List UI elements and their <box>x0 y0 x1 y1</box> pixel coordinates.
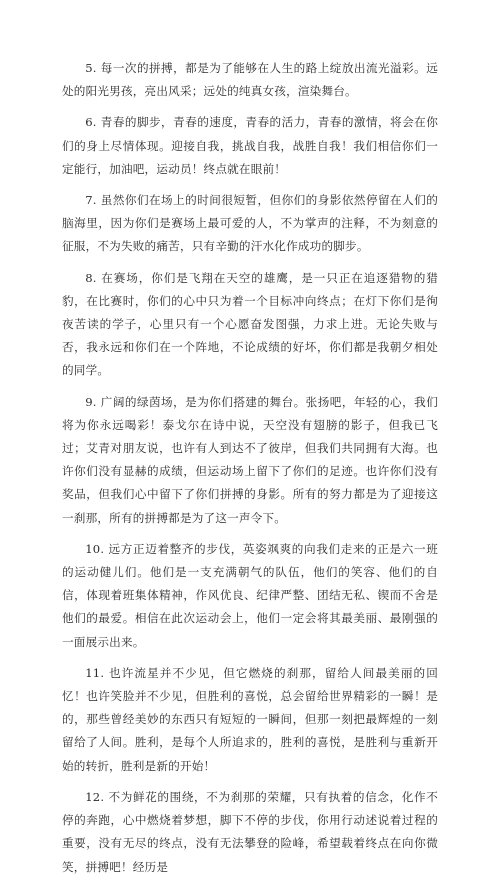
paragraph-6: 6. 青春的脚步，青春的速度，青春的活力，青春的激情，将会在你们的身上尽情体现。迎接自我，挑战自我，战胜自我！我们相信你们一定能行，加油吧，运动员！终点就在眼前！ <box>62 115 438 176</box>
document-body <box>62 57 438 887</box>
paragraph-7: 7. 虽然你们在场上的时间很短暂，但你们的身影依然停留在人们的脑海里，因为你们是赛场上最可爱的人，不为掌声的注释，不为刻意的征服，不为失败的痛苦，只有辛勤的汗水化作成功的脚步。 <box>62 193 438 254</box>
paragraph-11: 11. 也许流星并不少见，但它燃烧的刹那，留给人间最美丽的回忆！也许笑脸并不少见，但胜利的喜悦，总会留给世界精彩的一瞬！是的，那些曾经美妙的东西只有短短的一瞬间，但那一刻把最辉煌的一刻留给了人间。胜利，是每个人所追求的，胜利的喜悦，是胜利与重新开始的转折，胜利是新的开始！ <box>62 665 438 773</box>
paragraph-8: 8. 在赛场，你们是飞翔在天空的雄鹰，是一只正在追逐猎物的猎豹，在比赛时，你们的心中只为着一个目标冲向终点；在灯下你们是徇夜苦读的学子，心里只有一个心愿奋发图强，力求上进。无论失败与否，我永远和你们在一个阵地，不论成绩的好坏，你们都是我朝夕相处的同学。 <box>62 270 438 378</box>
paragraph-5: 5. 每一次的拼搏，都是为了能够在人生的路上绽放出流光溢彩。远处的阳光男孩，亮出风采；远处的纯真女孩，渲染舞台。 <box>62 61 438 99</box>
paragraph-12: 12. 不为鲜花的围绕，不为刹那的荣耀，只有执着的信念，化作不停的奔跑，心中燃烧着梦想，脚下不停的步伐，你用行动述说着过程的重要，没有无尽的终点，没有无法攀登的险峰，希望载着终点在向你微笑，拼搏吧！经历是 <box>62 789 438 874</box>
paragraph-9: 9. 广阔的绿茵场，是为你们搭建的舞台。张扬吧，年轻的心，我们将为你永远喝彩！泰戈尔在诗中说，天空没有翅膀的影子，但我已飞过；艾青对朋友说，也许有人到达不了彼岸，但我们共同拥有大海。也许你们没有显赫的成绩，但运动场上留下了你们的足迹。也许你们没有奖品，但我们心中留下了你们拼搏的身影。所有的努力都是为了迎接这一刹那，所有的拼搏都是为了这一声令下。 <box>62 394 438 525</box>
paragraph-10: 10. 远方正迈着整齐的步伐，英姿飒爽的向我们走来的正是六一班的运动健儿们。他们是一支充满朝气的队伍，他们的笑容、他们的自信，体现着班集体精神，作风优良、纪律严整、团结无私、锲而不舍是他们的最爱。相信在此次运动会上，他们一定会将其最美丽、最刚强的一面展示出来。 <box>62 541 438 649</box>
